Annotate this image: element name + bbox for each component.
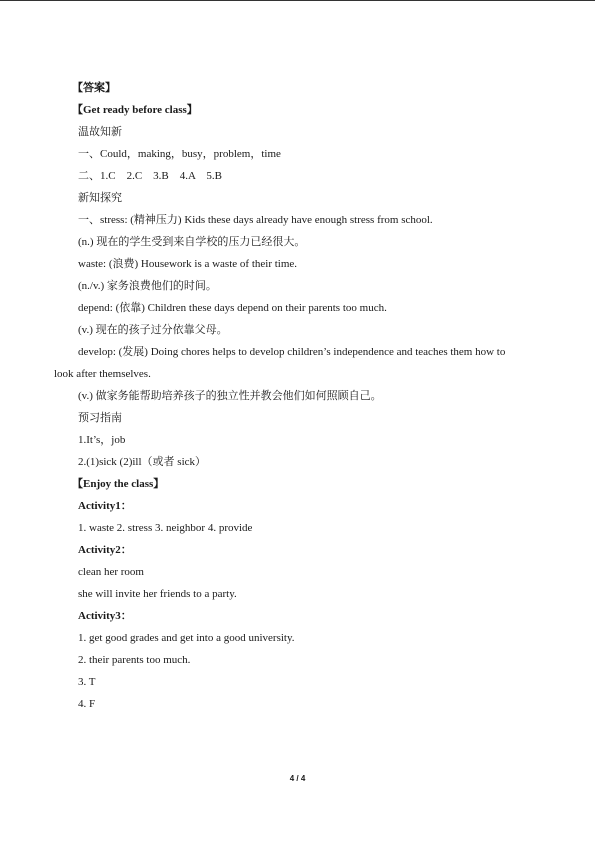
explore-line-develop-continued: look after themselves.: [54, 368, 151, 380]
explore-line-depend: depend: (依靠) Children these days depend on their parents too much.: [78, 302, 387, 314]
activity3-label: Activity3：: [78, 610, 132, 622]
activity3-answer-2: 2. their parents too much.: [78, 654, 191, 666]
activity3-answer-3: 3. T: [78, 676, 96, 688]
activity3-answer-4: 4. F: [78, 698, 96, 710]
answer-title: 【答案】: [72, 82, 116, 94]
review-heading: 温故知新: [78, 126, 122, 138]
review-line-1: 一、Could，making，busy，problem，time: [78, 148, 281, 160]
activity1-label: Activity1：: [78, 500, 132, 512]
explore-line-waste-translation: (n./v.) 家务浪费他们的时间。: [78, 280, 217, 292]
preview-heading: 预习指南: [78, 412, 122, 424]
activity2-answer-1: clean her room: [78, 566, 144, 578]
explore-line-stress: 一、stress: (精神压力) Kids these days already have enough stress from school.: [78, 214, 433, 226]
review-line-2: 二、1.C 2.C 3.B 4.A 5.B: [78, 170, 222, 182]
section-title-get-ready: 【Get ready before class】: [72, 104, 198, 116]
activity2-answer-2: she will invite her friends to a party.: [78, 588, 237, 600]
page-number: 4 / 4: [289, 774, 306, 783]
activity2-label: Activity2：: [78, 544, 132, 556]
explore-line-stress-translation: (n.) 现在的学生受到来自学校的压力已经很大。: [78, 236, 306, 248]
section-title-enjoy-class: 【Enjoy the class】: [72, 478, 165, 490]
top-border-line: [0, 0, 595, 1]
explore-heading: 新知探究: [78, 192, 122, 204]
preview-line-1: 1.It’s，job: [78, 434, 126, 446]
explore-line-develop-translation: (v.) 做家务能帮助培养孩子的独立性并教会他们如何照顾自己。: [78, 390, 382, 402]
explore-line-depend-translation: (v.) 现在的孩子过分依靠父母。: [78, 324, 228, 336]
explore-line-waste: waste: (浪费) Housework is a waste of their time.: [78, 258, 298, 270]
preview-line-2: 2.(1)sick (2)ill（或者 sick）: [78, 456, 207, 468]
explore-line-develop: develop: (发展) Doing chores helps to develop children’s independence and teaches them how to: [78, 346, 506, 358]
activity1-answer: 1. waste 2. stress 3. neighbor 4. provide: [78, 522, 253, 534]
activity3-answer-1: 1. get good grades and get into a good university.: [78, 632, 295, 644]
